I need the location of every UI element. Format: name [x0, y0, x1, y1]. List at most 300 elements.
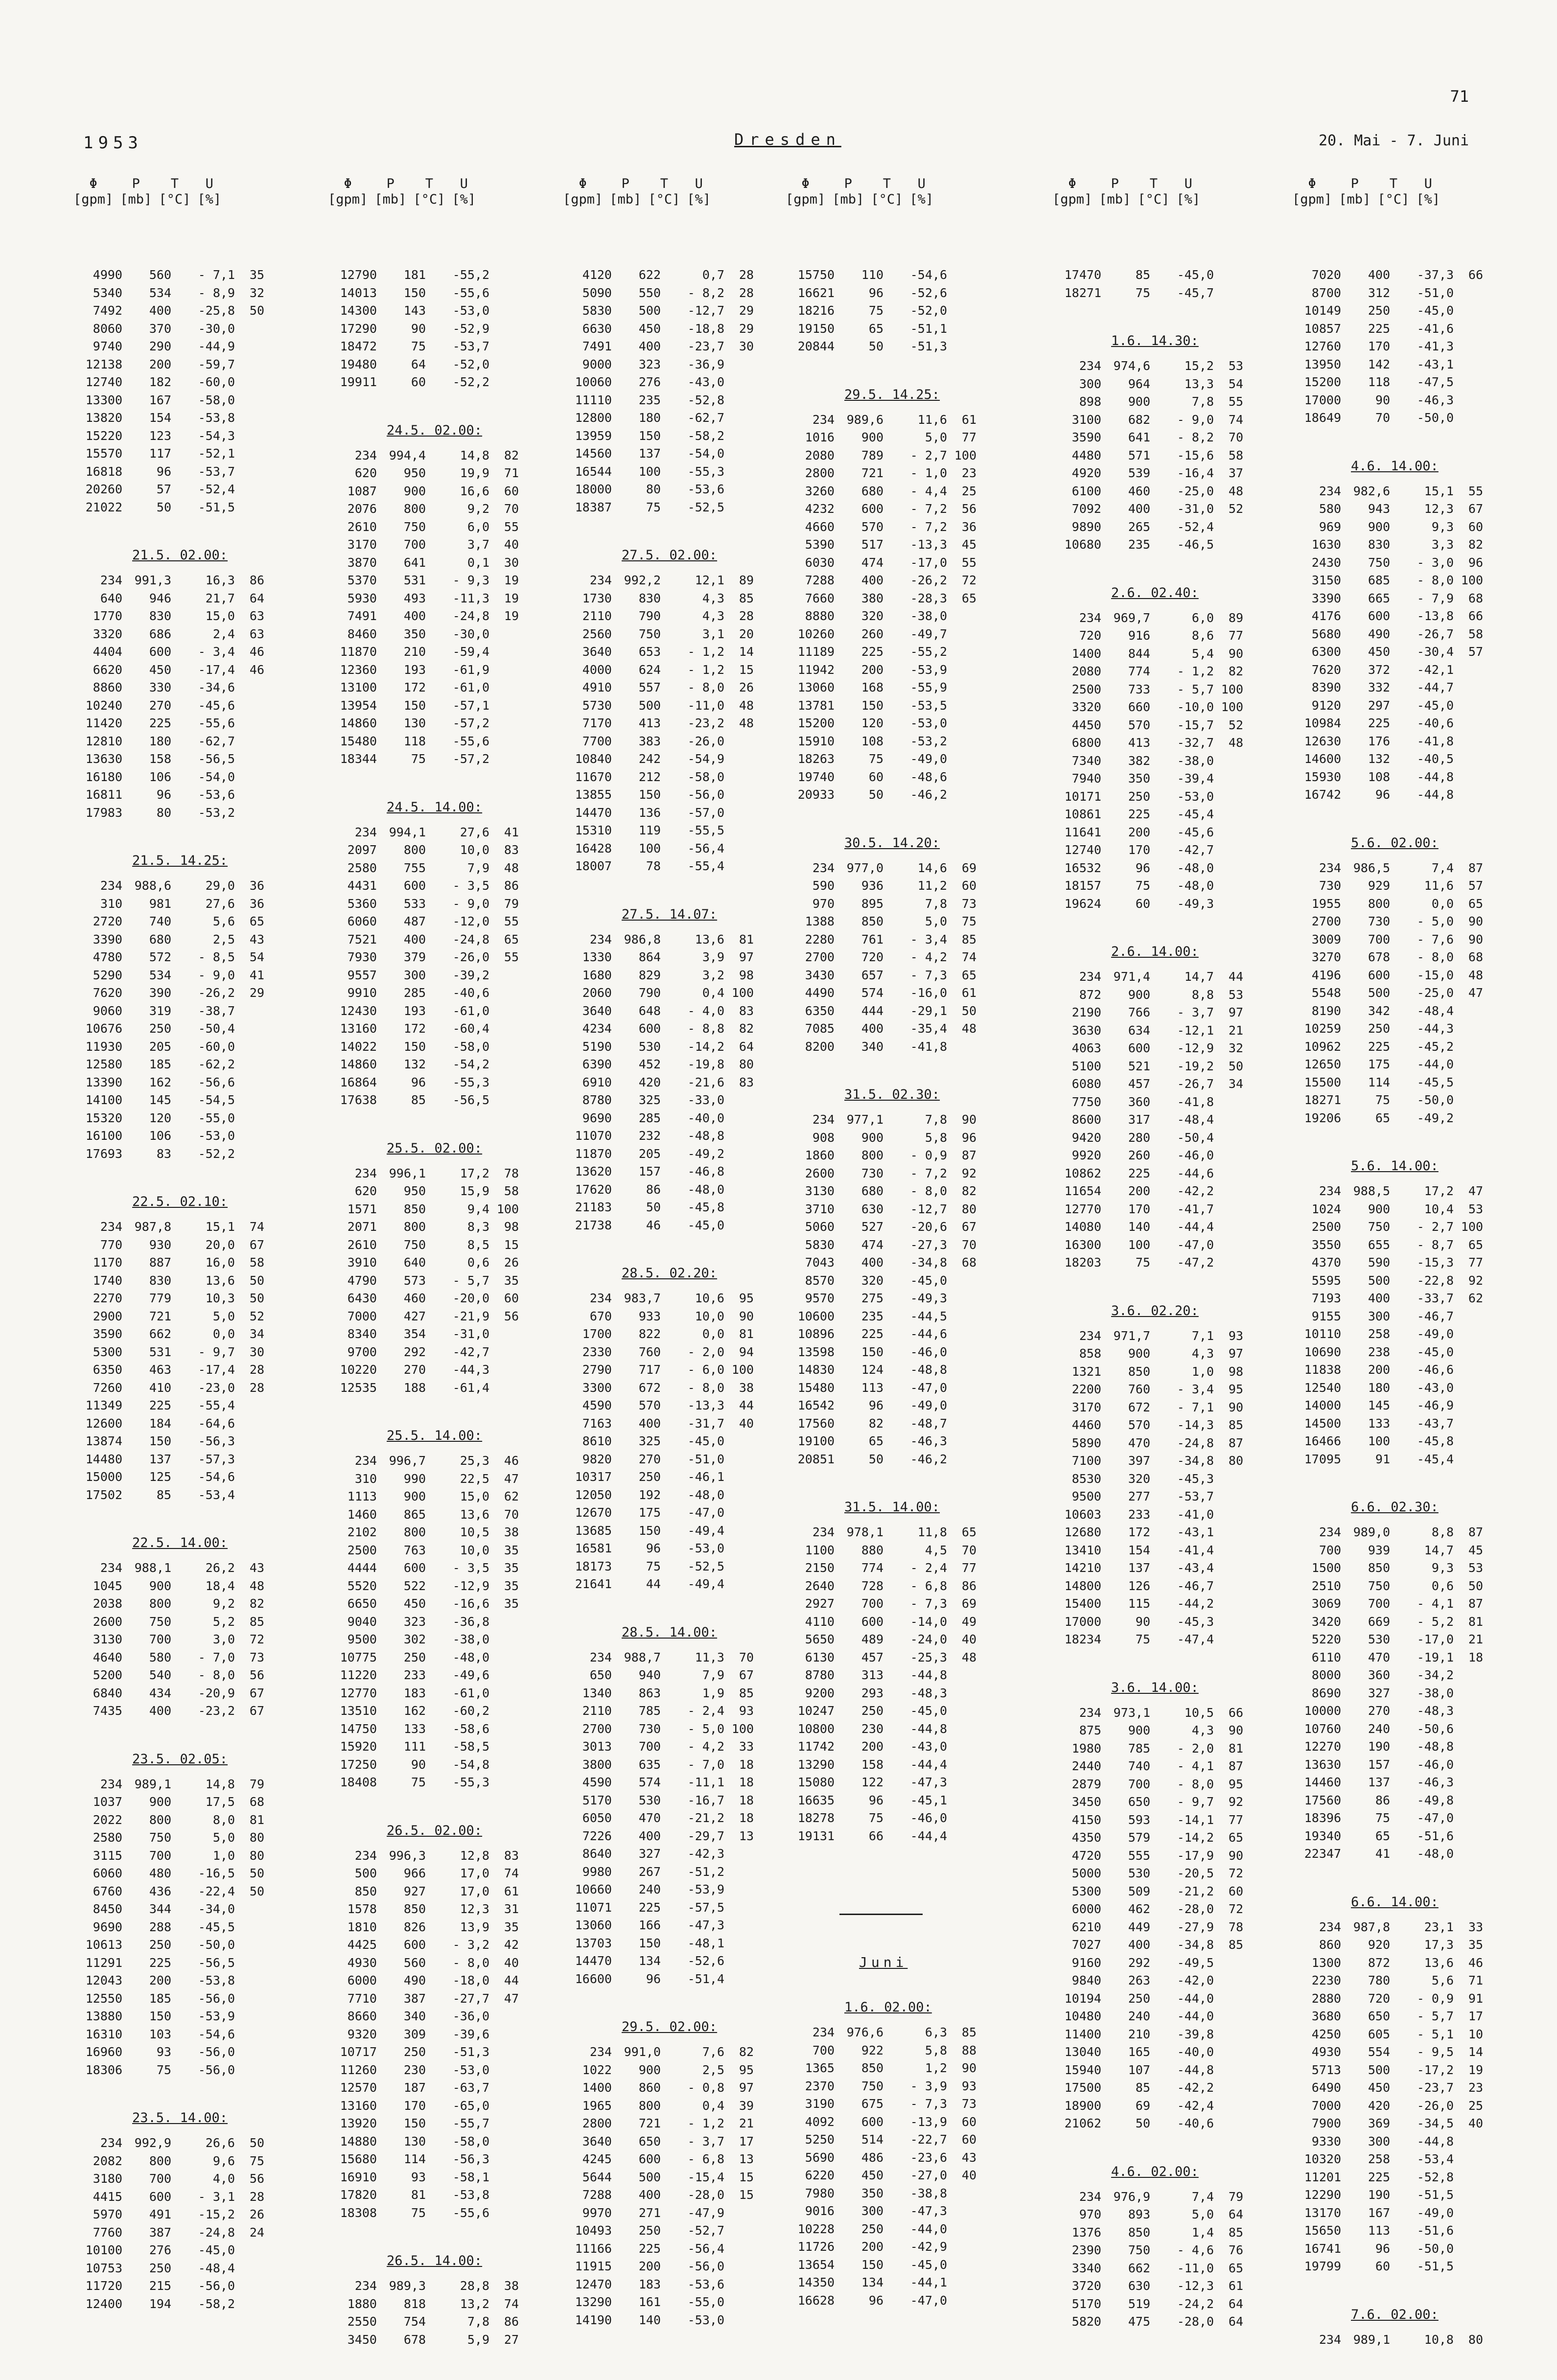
height-cell: 19799	[1304, 2259, 1341, 2273]
period-label: 20. Mai - 7. Juni	[1318, 132, 1469, 149]
table-row	[328, 1918, 558, 1937]
pressure-cell: 943	[1368, 502, 1390, 516]
humidity-cell: 52	[249, 1309, 264, 1323]
table-row	[328, 1954, 558, 1972]
table-row	[73, 2206, 303, 2224]
humidity-cell	[235, 804, 264, 822]
table-row	[73, 2152, 303, 2171]
pressure-cell: 205	[149, 1039, 171, 1054]
temperature-cell: 8,0	[212, 1812, 235, 1827]
column-symbol: U	[1424, 176, 1432, 191]
humidity-cell	[1214, 877, 1243, 895]
height-cell: 7340	[1071, 753, 1101, 768]
table-row	[563, 1486, 793, 1504]
pressure-cell: 250	[1128, 1991, 1150, 2006]
pressure-cell: 379	[403, 950, 426, 964]
humidity-cell: 46	[249, 662, 264, 677]
table-row	[786, 429, 1016, 447]
pressure-cell: 490	[403, 1973, 426, 1987]
table-row	[786, 895, 1016, 913]
temperature-cell: -53,9	[687, 1882, 724, 1896]
temperature-cell: -21,2	[1177, 1884, 1214, 1898]
temperature-cell: 17,2	[1424, 1184, 1454, 1198]
humidity-cell: 15	[739, 662, 754, 677]
height-cell: 4910	[582, 680, 612, 694]
temperature-cell: 9,2	[212, 1596, 235, 1611]
pressure-cell: 300	[1368, 1309, 1390, 1323]
temperature-cell: -38,7	[198, 1003, 235, 1018]
humidity-cell	[1214, 859, 1243, 878]
humidity-cell	[235, 1145, 264, 1163]
sounding-time-title: 2.6. 02.40:	[1111, 585, 1199, 601]
temperature-cell: -42,2	[1177, 2080, 1214, 2095]
table-row	[1292, 967, 1522, 985]
height-cell: 13060	[575, 1918, 612, 1932]
humidity-cell	[1214, 1524, 1243, 1542]
height-cell: 2190	[1071, 1005, 1101, 1019]
pressure-cell: 119	[638, 823, 661, 837]
pressure-cell: 137	[149, 1452, 171, 1466]
humidity-cell	[235, 1415, 264, 1433]
humidity-cell: 38	[739, 1380, 754, 1395]
pressure-cell: 100	[1368, 1434, 1390, 1448]
pressure-cell: 662	[1128, 2261, 1150, 2275]
height-cell: 6000	[1071, 1902, 1101, 1916]
temperature-cell: -11,1	[687, 1775, 724, 1789]
height-cell: 7193	[1311, 1291, 1341, 1305]
pressure-cell: 325	[638, 1093, 661, 1107]
temperature-cell: -44,8	[1417, 787, 1454, 802]
pressure-cell: 90	[411, 321, 426, 336]
height-cell: 850	[354, 1884, 377, 1898]
height-cell: 15080	[797, 1775, 835, 1789]
pressure-cell: 181	[403, 268, 426, 282]
height-cell: 7435	[93, 1704, 122, 1718]
table-row	[1292, 2222, 1522, 2240]
height-cell: 969	[1319, 519, 1341, 534]
table-row	[1052, 1111, 1282, 1129]
table-row	[328, 1524, 558, 1542]
height-cell: 234	[812, 860, 835, 875]
height-cell: 1330	[582, 950, 612, 964]
height-cell: 17560	[797, 1416, 835, 1431]
table-row	[328, 1091, 558, 1109]
table-row	[1292, 1091, 1522, 1109]
temperature-cell: -55,7	[452, 2116, 489, 2130]
height-cell: 2900	[93, 1309, 122, 1323]
height-cell: 2700	[1311, 914, 1341, 928]
pressure-cell: 185	[149, 1991, 171, 2006]
humidity-cell	[235, 1074, 264, 1092]
pressure-cell: 50	[868, 1452, 883, 1466]
table-row	[1292, 1524, 1522, 1542]
temperature-cell: -41,8	[1177, 1094, 1214, 1109]
temperature-cell: 27,6	[460, 825, 489, 839]
table-row	[328, 2061, 558, 2080]
height-cell: 17620	[575, 1182, 612, 1197]
humidity-cell	[1214, 266, 1243, 284]
humidity-cell	[489, 2079, 519, 2097]
temperature-cell: -55,3	[452, 1775, 489, 1789]
humidity-cell: 66	[1228, 1705, 1243, 1720]
humidity-cell: 71	[504, 466, 519, 480]
temperature-cell: -52,5	[687, 500, 724, 514]
table-row	[1052, 1182, 1282, 1201]
table-row	[328, 1325, 558, 1343]
temperature-cell: -22,8	[1417, 1273, 1454, 1288]
height-cell: 17502	[85, 1487, 122, 1502]
height-cell: 11870	[340, 645, 377, 659]
temperature-cell: -51,4	[687, 1971, 724, 1986]
table-row	[563, 2186, 793, 2204]
table-row	[786, 1325, 1016, 1343]
table-row	[1292, 1990, 1522, 2008]
table-row	[786, 1559, 1016, 1577]
table-row	[328, 1774, 558, 1792]
temperature-cell: -44,9	[198, 339, 235, 353]
temperature-cell: -11,0	[1177, 2261, 1214, 2275]
table-row	[1292, 733, 1522, 751]
height-cell: 3800	[582, 1757, 612, 1772]
height-cell: 18007	[575, 859, 612, 873]
height-cell: 5340	[93, 285, 122, 300]
humidity-cell	[1454, 1845, 1483, 1863]
temperature-cell: -54,2	[452, 1057, 489, 1071]
pressure-cell: 660	[1128, 700, 1150, 714]
temperature-cell: -12,0	[452, 914, 489, 928]
height-cell: 2110	[582, 1704, 612, 1718]
temperature-cell: 8,6	[1191, 628, 1214, 643]
table-row	[563, 2240, 793, 2258]
height-cell: 9040	[347, 1614, 377, 1629]
table-row	[786, 1254, 1016, 1272]
height-cell: 1630	[1311, 537, 1341, 552]
temperature-cell: 15,0	[205, 609, 235, 623]
pressure-cell: 600	[1128, 1041, 1150, 1055]
column-header-cell	[120, 176, 152, 208]
temperature-cell: -23,6	[910, 2150, 947, 2165]
table-row	[328, 607, 558, 625]
table-row	[73, 2260, 303, 2278]
table-row	[786, 1738, 1016, 1756]
table-row	[1292, 1254, 1522, 1272]
humidity-cell	[724, 857, 754, 876]
humidity-cell: 85	[961, 2025, 976, 2039]
temperature-cell: -47,0	[1177, 1237, 1214, 1252]
pressure-cell: 175	[1368, 1057, 1390, 1071]
table-row	[786, 2202, 1016, 2220]
pressure-cell: 682	[1128, 412, 1150, 427]
temperature-cell: -26,0	[687, 734, 724, 748]
temperature-cell: -30,0	[452, 626, 489, 641]
pressure-cell: 80	[646, 482, 661, 496]
pressure-cell: 940	[638, 1668, 661, 1682]
temperature-cell: -12,3	[1177, 2279, 1214, 2293]
height-cell: 13300	[85, 393, 122, 407]
table-row	[328, 1343, 558, 1362]
temperature-cell: -51,6	[1417, 2223, 1454, 2238]
table-row	[73, 1272, 303, 1290]
table-row	[1052, 627, 1282, 645]
temperature-cell: -24,8	[452, 609, 489, 623]
table-row	[1052, 2026, 1282, 2044]
column-header	[786, 176, 1016, 208]
temperature-cell: -12,9	[452, 1578, 489, 1593]
humidity-cell	[1214, 1236, 1243, 1254]
temperature-cell: -38,0	[1417, 1686, 1454, 1700]
humidity-cell: 60	[504, 1291, 519, 1305]
pressure-cell: 844	[1128, 646, 1150, 661]
pressure-cell: 143	[403, 303, 426, 318]
temperature-cell: - 6,8	[910, 1578, 947, 1593]
table-row	[73, 913, 303, 931]
pressure-cell: 96	[646, 1971, 661, 1986]
column-symbol: T	[170, 176, 179, 191]
humidity-cell	[235, 1900, 264, 1918]
temperature-cell: 13,6	[1424, 1955, 1454, 1970]
height-cell: 7930	[347, 950, 377, 964]
height-cell: 12430	[340, 1003, 377, 1018]
humidity-cell	[1454, 679, 1483, 697]
pressure-cell: 450	[1368, 2080, 1390, 2095]
pressure-cell: 533	[403, 896, 426, 911]
humidity-cell	[489, 2186, 519, 2204]
humidity-cell	[1454, 320, 1483, 338]
temperature-cell: -57,0	[687, 805, 724, 820]
height-cell: 4444	[347, 1561, 377, 1575]
temperature-cell: 28,8	[460, 2279, 489, 2293]
temperature-cell: - 3,9	[910, 2079, 947, 2093]
column-header-cell	[832, 176, 864, 208]
table-row	[1292, 1845, 1522, 1863]
pressure-cell: 400	[403, 609, 426, 623]
humidity-cell	[1454, 1109, 1483, 1128]
humidity-cell: 96	[961, 1130, 976, 1145]
pressure-cell: 785	[1128, 1741, 1150, 1756]
table-row	[563, 1649, 793, 1667]
height-cell: 3430	[805, 968, 835, 982]
table-row	[1292, 679, 1522, 697]
table-row	[786, 697, 1016, 715]
temperature-cell: -45,3	[1177, 1471, 1214, 1486]
pressure-cell: 650	[1368, 2009, 1390, 2023]
pressure-cell: 145	[149, 1093, 171, 1107]
table-row	[73, 931, 303, 949]
pressure-cell: 96	[868, 1398, 883, 1412]
humidity-cell	[1454, 1827, 1483, 1846]
pressure-cell: 145	[1368, 1398, 1390, 1412]
pressure-cell: 822	[638, 1327, 661, 1341]
pressure-cell: 789	[861, 448, 883, 462]
table-row	[563, 1343, 793, 1362]
pressure-cell: 91	[1375, 1452, 1390, 1466]
pressure-cell: 250	[149, 2261, 171, 2275]
temperature-cell: 2,4	[212, 626, 235, 641]
temperature-cell: 5,6	[212, 914, 235, 928]
humidity-cell	[489, 2026, 519, 2044]
table-row	[328, 859, 558, 878]
height-cell: 15320	[85, 1110, 122, 1125]
pressure-cell: 188	[403, 1380, 426, 1395]
height-cell: 5220	[1311, 1632, 1341, 1646]
temperature-cell: 3,9	[702, 950, 724, 964]
humidity-cell	[724, 373, 754, 392]
height-cell: 16910	[340, 2170, 377, 2184]
pressure-cell: 973,1	[1113, 1705, 1150, 1720]
temperature-cell: 9,3	[1431, 1561, 1454, 1575]
temperature-cell: -45,6	[1177, 825, 1214, 839]
pressure-cell: 669	[1368, 1614, 1390, 1629]
table-row	[1292, 1827, 1522, 1846]
pressure-cell: 65	[868, 1434, 883, 1448]
column-symbol: Φ	[801, 176, 810, 191]
temperature-cell: -40,0	[687, 1110, 724, 1125]
height-cell: 3420	[1311, 1614, 1341, 1629]
table-row	[563, 1899, 793, 1917]
temperature-cell: -34,8	[910, 1255, 947, 1270]
humidity-cell	[947, 1702, 976, 1720]
temperature-cell: -26,2	[910, 573, 947, 587]
table-row	[73, 445, 303, 463]
height-cell: 18308	[340, 2205, 377, 2220]
pressure-cell: 60	[1135, 896, 1150, 911]
temperature-cell: -49,7	[910, 626, 947, 641]
table-row	[563, 1702, 793, 1720]
table-row	[73, 1990, 303, 2008]
height-cell: 12670	[575, 1505, 612, 1520]
humidity-cell: 68	[961, 1255, 976, 1270]
table-row	[328, 1559, 558, 1577]
height-cell: 14860	[340, 716, 377, 730]
height-cell: 18263	[797, 752, 835, 766]
height-cell: 4415	[93, 2189, 122, 2204]
height-cell: 21641	[575, 1577, 612, 1591]
table-row	[73, 984, 303, 1002]
humidity-cell: 48	[961, 1021, 976, 1036]
humidity-cell	[1454, 733, 1483, 751]
pressure-cell: 580	[149, 1650, 171, 1664]
pressure-cell: 635	[638, 1757, 661, 1772]
temperature-cell: -52,7	[687, 2223, 724, 2238]
pressure-cell: 489	[861, 1632, 883, 1646]
temperature-cell: -65,0	[452, 2098, 489, 2113]
temperature-cell: -53,7	[1177, 1489, 1214, 1503]
table-row	[73, 302, 303, 320]
pressure-cell: 721	[861, 466, 883, 480]
table-row	[73, 1666, 303, 1685]
pressure-cell: 140	[638, 2312, 661, 2327]
temperature-cell: -55,2	[910, 645, 947, 659]
humidity-cell: 74	[249, 1220, 264, 1234]
height-cell: 13170	[1304, 2205, 1341, 2220]
temperature-cell: -36,9	[687, 357, 724, 371]
temperature-cell: -54,9	[687, 752, 724, 766]
table-row	[1292, 1972, 1522, 1990]
humidity-cell	[947, 1433, 976, 1451]
humidity-cell: 73	[249, 1650, 264, 1664]
table-row	[73, 2170, 303, 2188]
humidity-cell: 82	[504, 448, 519, 462]
temperature-cell: -50,0	[1417, 411, 1454, 425]
temperature-cell: -54,8	[452, 1757, 489, 1772]
height-cell: 18000	[575, 482, 612, 496]
table-row	[73, 1613, 303, 1631]
height-cell: 7163	[582, 1416, 612, 1431]
temperature-cell: -60,0	[198, 375, 235, 389]
height-cell: 12760	[1304, 339, 1341, 353]
humidity-cell: 92	[961, 1166, 976, 1180]
humidity-cell: 77	[1228, 628, 1243, 643]
pressure-cell: 113	[861, 1380, 883, 1395]
humidity-cell	[1454, 1074, 1483, 1092]
table-row	[1052, 824, 1282, 842]
temperature-cell: -12,7	[687, 303, 724, 318]
height-cell: 13290	[575, 2295, 612, 2309]
height-cell: 7100	[1071, 1454, 1101, 1468]
humidity-cell: 50	[249, 303, 264, 318]
sounding-time-title: 29.5. 02.00:	[622, 2019, 718, 2034]
pressure-cell: 162	[149, 1075, 171, 1089]
temperature-cell: -53,4	[1417, 2152, 1454, 2166]
temperature-cell: - 3,5	[452, 1561, 489, 1575]
humidity-cell: 56	[504, 1309, 519, 1323]
height-cell: 13880	[85, 2009, 122, 2023]
table-row	[786, 1595, 1016, 1613]
temperature-cell: -44,8	[1417, 769, 1454, 784]
height-cell: 21183	[575, 1200, 612, 1214]
table-row	[328, 1702, 558, 1720]
table-row	[1052, 841, 1282, 859]
height-cell: 16864	[340, 1075, 377, 1089]
temperature-cell: -45,3	[1177, 1614, 1214, 1629]
table-row	[1292, 409, 1522, 427]
pressure-cell: 122	[861, 1775, 883, 1789]
humidity-cell	[235, 1056, 264, 1074]
pressure-cell: 630	[1128, 2279, 1150, 2293]
temperature-cell: 7,4	[1191, 2189, 1214, 2204]
temperature-cell: -44,0	[1177, 2009, 1214, 2023]
temperature-cell: -20,5	[1177, 1866, 1214, 1880]
table-row	[1052, 1631, 1282, 1649]
humidity-cell	[1454, 2169, 1483, 2187]
height-cell: 10603	[1064, 1507, 1101, 1522]
pressure-cell: 132	[1368, 752, 1390, 766]
humidity-cell: 82	[739, 2045, 754, 2059]
table-row	[786, 2238, 1016, 2256]
pressure-cell: 85	[1135, 268, 1150, 282]
table-row	[1052, 1776, 1282, 1794]
height-cell: 5820	[1071, 2314, 1101, 2329]
month-divider	[839, 1914, 923, 1915]
pressure-cell: 634	[1128, 1023, 1150, 1038]
pressure-cell: 126	[1128, 1578, 1150, 1593]
table-row	[1052, 1363, 1282, 1381]
temperature-cell: 8,3	[467, 1220, 489, 1234]
table-row	[1292, 2061, 1522, 2080]
humidity-cell: 60	[1468, 519, 1483, 534]
temperature-cell: -26,0	[1417, 2098, 1454, 2113]
pressure-cell: 192	[638, 1487, 661, 1502]
height-cell: 640	[100, 591, 122, 605]
height-cell: 3130	[805, 1184, 835, 1198]
humidity-cell: 29	[739, 303, 754, 318]
humidity-cell	[235, 445, 264, 463]
table-row	[563, 804, 793, 822]
table-row	[73, 1847, 303, 1865]
height-cell: 13410	[1064, 1543, 1101, 1557]
humidity-cell	[1214, 895, 1243, 913]
humidity-cell: 47	[504, 1991, 519, 2006]
